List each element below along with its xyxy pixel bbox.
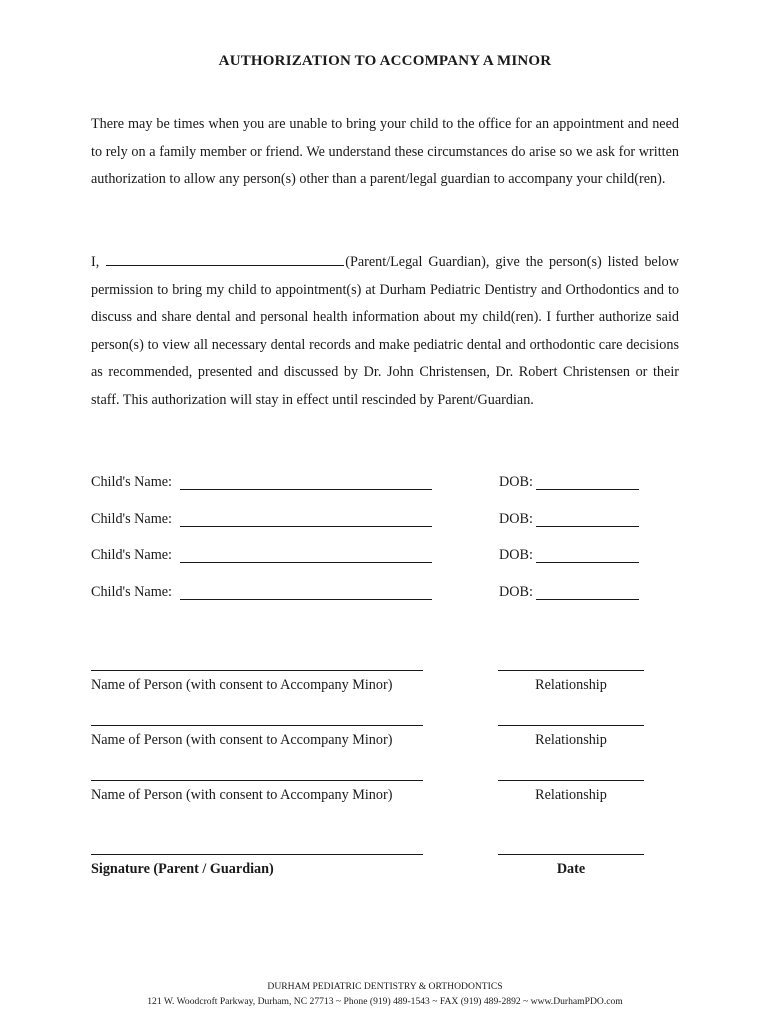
child-row: [91, 584, 651, 604]
person-name-caption: Name of Person (with consent to Accompany Minor): [91, 677, 393, 693]
child-row: [91, 547, 651, 567]
child-row: [91, 511, 651, 531]
date-field[interactable]: [498, 854, 644, 855]
consent-paragraph: [91, 249, 679, 414]
child-name-field[interactable]: [180, 526, 432, 527]
person-name-field[interactable]: [91, 725, 423, 726]
child-row: [91, 474, 651, 494]
dob-label: DOB:: [499, 584, 533, 600]
person-row: [91, 725, 651, 765]
person-name-caption: Name of Person (with consent to Accompany Minor): [91, 787, 393, 803]
consent-text: (Parent/Legal Guardian), give the person(s) listed below permission to bring my child to appointment(s) at Durham Pediatric Dentistry and Orthodontics and to discuss and share dental and personal health information about my child(ren). I further authorize said person(s) to view all necessary dental records and make pediatric dental and orthodontic care decisions as recommended, presented and discussed by Dr. John Christensen, Dr. Robert Christensen or their staff. This authorization will stay in effect until rescinded by Parent/Guardian.: [91, 254, 680, 408]
child-name-label: Child's Name:: [91, 547, 172, 563]
signature-field[interactable]: [91, 854, 423, 855]
child-name-label: Child's Name:: [91, 584, 172, 600]
dob-field[interactable]: [536, 489, 639, 490]
relationship-field[interactable]: [498, 780, 644, 781]
dob-label: DOB:: [499, 511, 533, 527]
relationship-field[interactable]: [498, 670, 644, 671]
dob-field[interactable]: [536, 599, 639, 600]
intro-paragraph: There may be times when you are unable to bring your child to the office for an appointment and need to rely on a family member or friend. We understand these circumstances do arise so we ask for written authorization to allow any person(s) other than a parent/legal guardian to accompany your child(ren).: [91, 116, 679, 187]
form-title: AUTHORIZATION TO ACCOMPANY A MINOR: [218, 53, 552, 69]
child-name-field[interactable]: [180, 599, 432, 600]
date-caption: Date: [556, 861, 586, 877]
child-name-label: Child's Name:: [91, 511, 172, 527]
person-name-field[interactable]: [91, 780, 423, 781]
signature-caption: Signature (Parent / Guardian): [91, 861, 274, 877]
child-name-field[interactable]: [180, 489, 432, 490]
person-name-caption: Name of Person (with consent to Accompany Minor): [91, 732, 393, 748]
person-row: [91, 670, 651, 710]
dob-field[interactable]: [536, 562, 639, 563]
dob-label: DOB:: [499, 547, 533, 563]
child-name-label: Child's Name:: [91, 474, 172, 490]
consent-prefix: I,: [91, 254, 100, 270]
dob-label: DOB:: [499, 474, 533, 490]
relationship-caption: Relationship: [535, 677, 607, 693]
signature-row: [91, 854, 651, 894]
person-row: [91, 780, 651, 820]
footer-practice-name: DURHAM PEDIATRIC DENTISTRY & ORTHODONTICS: [267, 981, 503, 992]
footer-contact: 121 W. Woodcroft Parkway, Durham, NC 27713 ~ Phone (919) 489-1543 ~ FAX (919) 489-2892 ~ www.DurhamPDO.com: [147, 996, 623, 1007]
relationship-field[interactable]: [498, 725, 644, 726]
guardian-name-field[interactable]: [106, 251, 344, 266]
dob-field[interactable]: [536, 526, 639, 527]
relationship-caption: Relationship: [535, 787, 607, 803]
relationship-caption: Relationship: [535, 732, 607, 748]
person-name-field[interactable]: [91, 670, 423, 671]
child-name-field[interactable]: [180, 562, 432, 563]
